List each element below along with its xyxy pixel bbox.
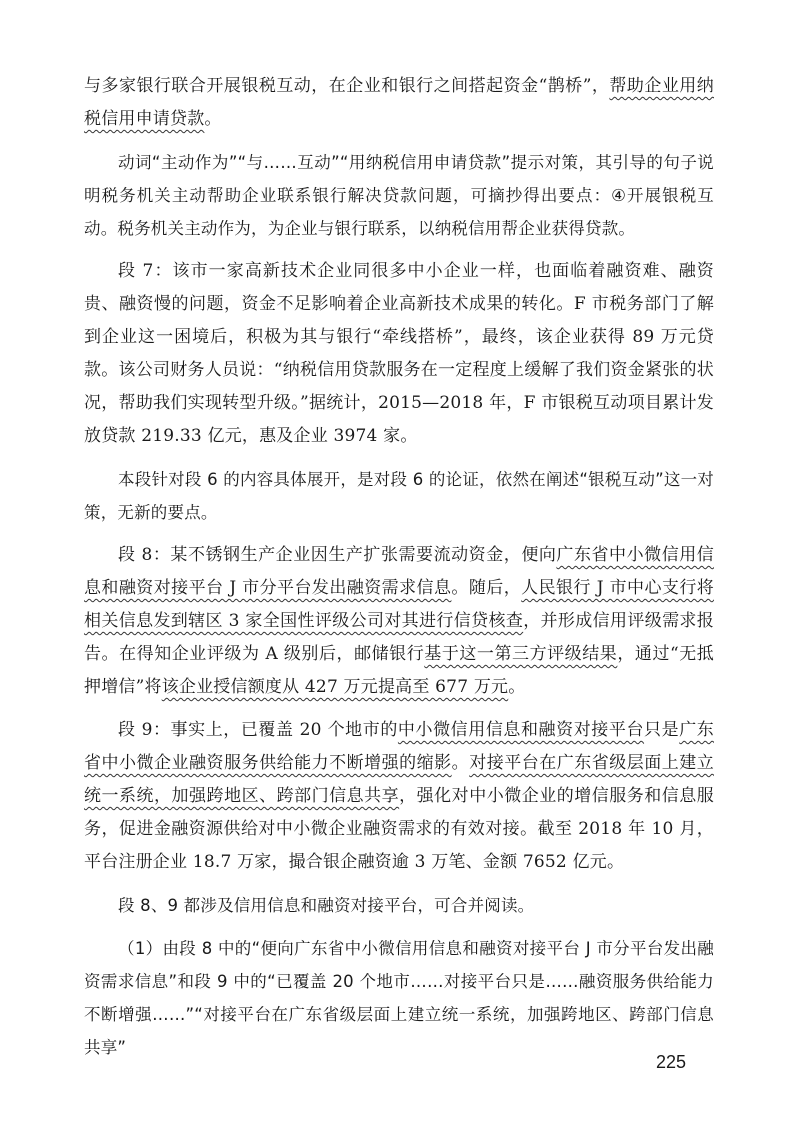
text: 与多家银行联合开展银税互动，在企业和银行之间搭起资金“鹊桥”， <box>84 76 610 96</box>
text: 只是 <box>644 720 680 740</box>
text: 。 <box>451 753 470 773</box>
text: 。 <box>204 109 222 129</box>
underlined-text: 该企业授信额度从 427 万元提高至 677 万元 <box>161 677 509 697</box>
underlined-text: 基于这一第三方评级结果 <box>424 644 618 664</box>
analysis-paragraph-2: 本段针对段 6 的内容具体展开，是对段 6 的论证，依然在阐述“银税互动”这一对策，无新的要点。 <box>84 470 714 522</box>
analysis-paragraph-3: 段 8、9 都涉及信用信息和融资对接平台，可合并阅读。 <box>118 896 535 915</box>
analysis-paragraph-4: （1）由段 8 中的“便向广东省中小微信用信息和融资对接平台 J 市分平台发出融资需求信息”和段 9 中的“已覆盖 20 个地市……对接平台只是……融资服务供给能力不断增强……”“对接平台在广东省级层面上建立统一系统，加强跨地区、跨部门信息共享” <box>84 939 714 1057</box>
text: 。 <box>508 677 526 697</box>
underlined-text: 对接平台在广东省级层面上建立统一系统，加强跨地区、跨部门信息共享 <box>84 753 714 806</box>
underlined-text: 人民银行 J 市中心支行将相关信息发到辖区 3 家全国性评级公司对其进行信贷核查 <box>84 578 714 631</box>
text: 段 9：事实上，已覆盖 20 个地市的 <box>118 720 398 740</box>
underlined-text: 广东省中小微信用信息和融资对接平台 J 市分平台发出融资需求信息 <box>84 545 714 598</box>
underlined-text: 广东省中小微企业融资服务供给能力不断增强的缩影 <box>84 720 714 773</box>
paragraph-1 <box>84 70 714 136</box>
underlined-text: 帮助企业用纳税信用申请贷款 <box>84 76 714 129</box>
analysis-paragraph-1: 动词“主动作为”“与……互动”“用纳税信用申请贷款”提示对策，其引导的句子说明税务机关主动帮助企业联系银行解决贷款问题，可摘抄得出要点：④开展银税互动。税务机关主动作为，为企业与银行联系，以纳税信用帮企业获得贷款。 <box>84 153 714 238</box>
document-body <box>84 70 714 1064</box>
paragraph-9 <box>84 714 714 879</box>
page-number: 225 <box>656 1052 687 1072</box>
paragraph-7: 段 7：该市一家高新技术企业同很多中小企业一样，也面临着融资难、融资贵、融资慢的问题，资金不足影响着企业高新技术成果的转化。F 市税务部门了解到企业这一困境后，积极为其与银行“牵线搭桥”，最终，该企业获得 89 万元贷款。该公司财务人员说：“纳税信用贷款服务在一定程度上缓解了我们资金紧张的状况，帮助我们实现转型升级。”据统计，2015—2018 年，F 市银税互动项目累计发放贷款 219.33 亿元，惠及企业 3974 家。 <box>84 261 714 446</box>
text: 。随后， <box>451 578 522 598</box>
text: 段 8：某不锈钢生产企业因生产扩张需要流动资金，便向 <box>118 545 557 565</box>
underlined-text: 中小微信用信息和融资对接平台 <box>397 720 645 740</box>
paragraph-8 <box>84 539 714 704</box>
text: ，通过“无抵押增信”将 <box>84 644 714 697</box>
text: ，并形成信用评级需求报告。在得知企业评级为 A 级别后，邮储银行 <box>84 611 714 664</box>
text: ，强化对中小微企业的增信服务和信息服务，促进金融资源供给对中小微企业融资需求的有效对接。截至 2018 年 10 月，平台注册企业 18.7 万家，撮合银企融资逾 3 万笔、金额 7652 亿元。 <box>84 786 714 872</box>
